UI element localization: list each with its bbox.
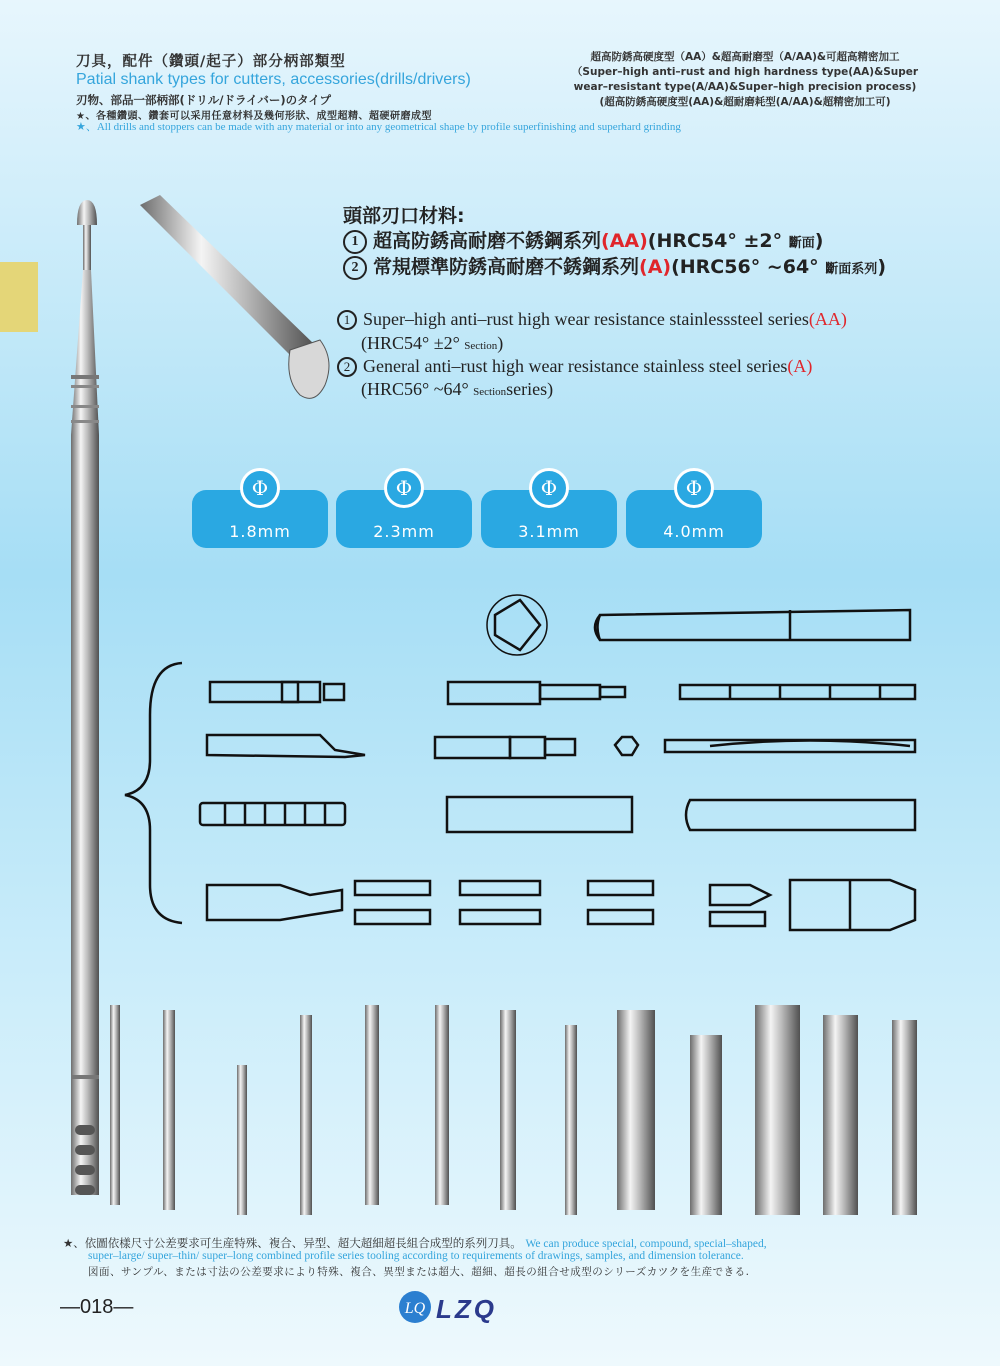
phi-icon: Φ — [529, 468, 569, 508]
material-en-line-2b — [361, 379, 553, 400]
diameter-value: 2.3mm — [373, 522, 435, 541]
circled-number: 2 — [343, 256, 367, 280]
material-line-1 — [343, 226, 823, 254]
circled-number: 2 — [337, 357, 357, 377]
diameter-value: 3.1mm — [518, 522, 580, 541]
diameter-badge — [626, 476, 762, 548]
diameter-value: 4.0mm — [663, 522, 725, 541]
header-right-line: （Super–high anti–rust and high hardness type(AA)&Super — [571, 66, 919, 78]
section-tab — [0, 262, 38, 332]
diameter-badge — [481, 476, 617, 548]
header-right-block — [530, 50, 960, 110]
material-code: (AA) — [601, 230, 648, 252]
page-number: —018— — [60, 1296, 134, 1318]
material-en-section: Section — [473, 386, 507, 398]
phi-icon: Φ — [674, 468, 714, 508]
material-en-text: General anti–rust high wear resistance stainless steel series — [363, 356, 788, 376]
logo-mark-icon — [398, 1290, 432, 1324]
material-en-text: Super–high anti–rust high wear resistance stainlesssteel series — [363, 309, 809, 329]
header-right-line: 超高防銹高硬度型（AA）&超高耐磨型（A/AA)&可超高精密加工 — [590, 51, 900, 63]
circled-number: 1 — [343, 230, 367, 254]
note-zh: ★、各種鑽頭、鑽套可以采用任意材料及幾何形狀、成型超精、超硬研磨成型 — [76, 111, 432, 122]
material-en-line-2 — [337, 356, 812, 377]
footer-note — [63, 1235, 943, 1251]
material-code: (A) — [639, 256, 672, 278]
diameter-badge — [336, 476, 472, 548]
phi-icon: Φ — [384, 468, 424, 508]
material-line-2 — [343, 252, 886, 280]
material-en-line-1b — [361, 333, 503, 354]
footer-zh: ★、依圖依樣尺寸公差要求可生産特殊、複合、异型、超大超細超長組合成型的系列刀具。 — [63, 1236, 522, 1250]
phi-icon: Φ — [240, 468, 280, 508]
material-en-code: (A) — [787, 356, 813, 376]
material-spec: (HRC54° ±2° — [647, 230, 789, 252]
title-zh: 刀具，配件（鑽頭/起子）部分柄部類型 — [76, 54, 346, 70]
material-close: ) — [877, 256, 886, 278]
footer-jp: 図面、サンプル、または寸法の公差要求により特殊、複合、異型または超大、超細、超長の組合せ成型のシリーズカツクを生産できる. — [88, 1266, 750, 1278]
material-text: 超高防銹高耐磨不銹鋼系列 — [373, 230, 602, 252]
svg-text:LQ: LQ — [404, 1300, 426, 1317]
material-spec: (HRC56° ~64° — [671, 256, 826, 278]
tool-photos-row — [95, 1005, 945, 1225]
material-en-section: Section — [464, 340, 498, 352]
header-right-line: (超高防銹高硬度型(AA)&超耐磨耗型(A/AA)&超精密加工可) — [599, 96, 891, 108]
diameter-badge — [192, 476, 328, 548]
diameter-value: 1.8mm — [229, 522, 291, 541]
header-right-line: wear–resistant type(A/AA)&Super–high precision process) — [573, 81, 917, 93]
material-title: 頭部刃口材料: — [343, 205, 465, 227]
material-text: 常規標準防銹高耐磨不銹鋼系列 — [373, 256, 640, 278]
material-suffix: 斷面 — [788, 236, 815, 251]
footer-en-inline: We can produce special, compound, special–shaped, — [525, 1238, 767, 1250]
material-en-spec: (HRC54° ±2° — [361, 333, 465, 353]
footer-en: super–large/ super–thin/ super–long combined profile series tooling according to requirements of drawings, samples, and dimension tolerance. — [88, 1250, 744, 1262]
material-en-close: series) — [506, 379, 554, 399]
material-en-spec: (HRC56° ~64° — [361, 379, 474, 399]
material-en-code: (AA) — [808, 309, 847, 329]
title-en: Patial shank types for cutters, accessories(drills/drivers) — [76, 71, 471, 88]
material-en-line-1 — [337, 309, 847, 330]
title-jp: 刃物、部品一部柄部(ドリル/ドライバー)のタイプ — [76, 93, 332, 107]
circled-number: 1 — [337, 310, 357, 330]
shank-types-diagram — [110, 585, 940, 945]
material-suffix: 斷面系列 — [825, 262, 878, 277]
material-en-close: ) — [497, 333, 504, 353]
note-en: ★、All drills and stoppers can be made with any material or into any geometrical shape by profile superfinishing and superhard grinding — [76, 121, 681, 133]
logo-text: LZQ — [436, 1294, 497, 1324]
angled-tool-illustration — [120, 195, 340, 410]
material-close: ) — [814, 230, 824, 252]
